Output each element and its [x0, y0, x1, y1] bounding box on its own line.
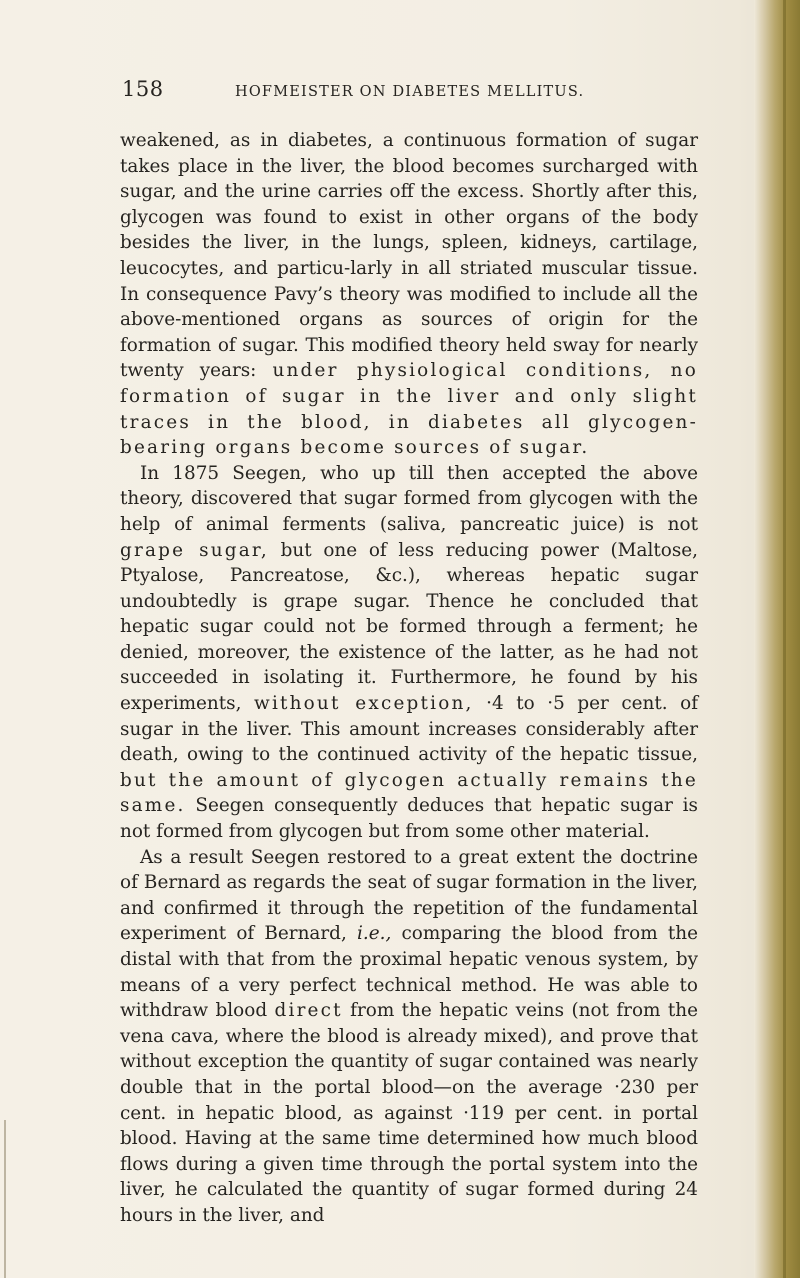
paragraph-1-text: weakened, as in diabetes, a continuous formation of sugar takes place in the liver, the blood becomes surcharged with sugar, and the urine carries off the excess. Shortly after this, glycogen was found to exist in other organs of the body besides the liver, in the lungs, spleen, kidneys, cartilage, leucocytes, and particu-larly in all striated muscular tissue. In consequence Pavy’s theory was modified to include all the above-mentioned organs as sources of origin for the formation of sugar. This modified theory held sway for nearly twenty years: — [120, 130, 698, 382]
paragraph-3-text-c: from the hepatic veins (not from the vena cava, where the blood is already mixed), and prove that without exception the quantity of sugar contained was nearly double that in the portal blood—on the average ·230 per cent. in hepatic blood, as against ·119 per cent. in portal blood. Having at the same time determined how much blood flows during a given time through the portal system into the liver, he calculated the quantity of sugar formed during 24 hours in the liver, and — [120, 1000, 698, 1226]
paragraph-3 — [120, 845, 698, 1229]
page-gutter-shadow — [754, 0, 800, 1278]
paragraph-2-text-b: but one of less reducing power (Maltose, Ptyalose, Pancreatose, &c.), whereas hepatic sugar undoubtedly is grape sugar. Thence he concluded that hepatic sugar could not be formed through a ferment; he denied, moreover, the existence of the latter, as he had not succeeded in isolating it. Furthermore, he found by his experiments, — [120, 539, 698, 715]
paragraph-2-spaced-c: but the amount of glycogen actually remains the same. — [120, 769, 698, 817]
paragraph-2-spaced-b: without exception, — [254, 693, 474, 715]
page-number: 158 — [122, 77, 164, 101]
paragraph-2-spaced-a: grape sugar, — [120, 539, 269, 561]
binding-edge — [783, 0, 786, 1278]
paragraph-2 — [120, 461, 698, 845]
paragraph-1-spaced-text: under physiological conditions, no formation of sugar in the liver and only slight traces in the blood, in diabetes all glycogen-bearing organs become sources of sugar. — [120, 360, 698, 459]
paragraph-3-italic: i.e., — [356, 923, 392, 945]
paragraph-3-text-b: comparing the blood from the distal with that from the proximal hepatic venous system, by means of a very perfect technical method. He was able to withdraw blood — [120, 923, 698, 1022]
paragraph-1 — [120, 128, 698, 461]
paragraph-2-text-c: ·4 to ·5 per cent. of sugar in the liver. This amount increases considerably after death, owing to the continued activity of the hepatic tissue, — [120, 693, 699, 766]
paragraph-3-text-a: As a result Seegen restored to a great extent the doctrine of Bernard as regards the seat of sugar formation in the liver, and confirmed it through the repetition of the fundamental experiment of Bernard, — [120, 846, 698, 945]
paragraph-3-spaced: direct — [274, 1000, 343, 1022]
running-head: HOFMEISTER ON DIABETES MELLITUS. — [235, 84, 585, 100]
body-text — [120, 128, 698, 1229]
paragraph-2-text-a: In 1875 Seegen, who up till then accepted the above theory, discovered that sugar formed from glycogen with the help of animal ferments (saliva, pancreatic juice) is not — [120, 462, 698, 535]
page-header — [0, 77, 760, 107]
paragraph-2-text-d: Seegen consequently deduces that hepatic sugar is not formed from glycogen but from some other material. — [120, 795, 698, 843]
page-edge-line — [4, 1120, 6, 1278]
